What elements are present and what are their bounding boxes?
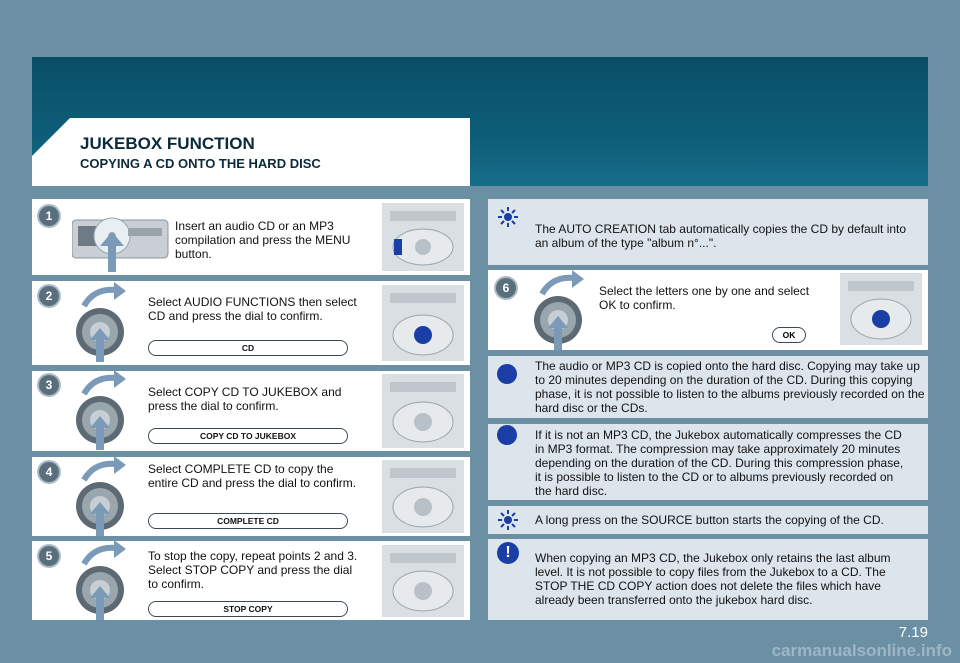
note-compression-text: If it is not an MP3 CD, the Jukebox automatically compresses the CD in MP3 format. The compression may take approximately 20 minutes depending on the duration of the CD. During this compression phase, it is possible to listen to the CD or to albums previously recorded on the hard disc.	[535, 428, 904, 498]
step-3-text: Select COPY CD TO JUKEBOX and press the dial to confirm.	[148, 385, 342, 413]
ok-button: OK	[772, 327, 806, 343]
menu-option-copy-cd: COPY CD TO JUKEBOX	[148, 428, 348, 444]
step-4-text: Select COMPLETE CD to copy the entire CD and press the dial to confirm.	[148, 462, 357, 490]
note-icon	[497, 364, 517, 384]
console-icon	[382, 374, 464, 448]
console-icon	[382, 460, 464, 533]
step-6-badge: 6	[496, 278, 516, 298]
step-4-badge: 4	[39, 462, 59, 482]
tip-source-text: A long press on the SOURCE button starts the copying of the CD.	[535, 513, 884, 527]
step-1-badge: 1	[39, 206, 59, 226]
step-2-text: Select AUDIO FUNCTIONS then select CD and press the dial to confirm.	[148, 295, 357, 323]
page-number: 7.19	[898, 624, 928, 641]
radio-cd-icon	[72, 206, 172, 272]
warning-icon: !	[497, 542, 519, 564]
dial-press-icon	[70, 456, 142, 536]
step-2-badge: 2	[39, 286, 59, 306]
page-subtitle: COPYING A CD ONTO THE HARD DISC	[80, 156, 321, 171]
menu-option-cd: CD	[148, 340, 348, 356]
warning-text: When copying an MP3 CD, the Jukebox only retains the last album level. It is not possible to copy files from the Jukebox to a CD. The STOP THE CD COPY action does not delete the files which have already been transferred onto the jukebox hard disc.	[535, 551, 891, 607]
step-5-text: To stop the copy, repeat points 2 and 3. Select STOP COPY and press the dial to confirm.	[148, 549, 358, 591]
page-title: JUKEBOX FUNCTION	[80, 134, 255, 153]
step-1-text: Insert an audio CD or an MP3 compilation and press the MENU button.	[175, 219, 351, 261]
note-copy-duration-text: The audio or MP3 CD is copied onto the hard disc. Copying may take up to 20 minutes depending on the duration of the CD. During this copying phase, it is not possible to listen to the albums previously recorded on the hard disc or the CDs.	[535, 359, 925, 415]
dial-press-icon	[70, 370, 142, 450]
step-6-text: Select the letters one by one and select OK to confirm.	[599, 284, 810, 312]
note-icon	[497, 425, 517, 445]
step-5-badge: 5	[39, 546, 59, 566]
dial-press-icon	[70, 540, 142, 620]
dial-press-icon	[528, 270, 600, 350]
watermark: carmanualsonline.info	[771, 641, 952, 660]
step-3-badge: 3	[39, 375, 59, 395]
sun-tip-icon	[497, 509, 519, 531]
tip-auto-creation-text: The AUTO CREATION tab automatically copies the CD by default into an album of the type "album n°...".	[535, 222, 907, 250]
console-icon	[840, 273, 922, 345]
console-icon	[382, 545, 464, 617]
console-icon	[382, 203, 464, 271]
menu-option-complete-cd: COMPLETE CD	[148, 513, 348, 529]
sun-tip-icon	[497, 206, 519, 228]
dial-press-icon	[70, 282, 142, 362]
menu-option-stop-copy: STOP COPY	[148, 601, 348, 617]
console-icon	[382, 285, 464, 361]
